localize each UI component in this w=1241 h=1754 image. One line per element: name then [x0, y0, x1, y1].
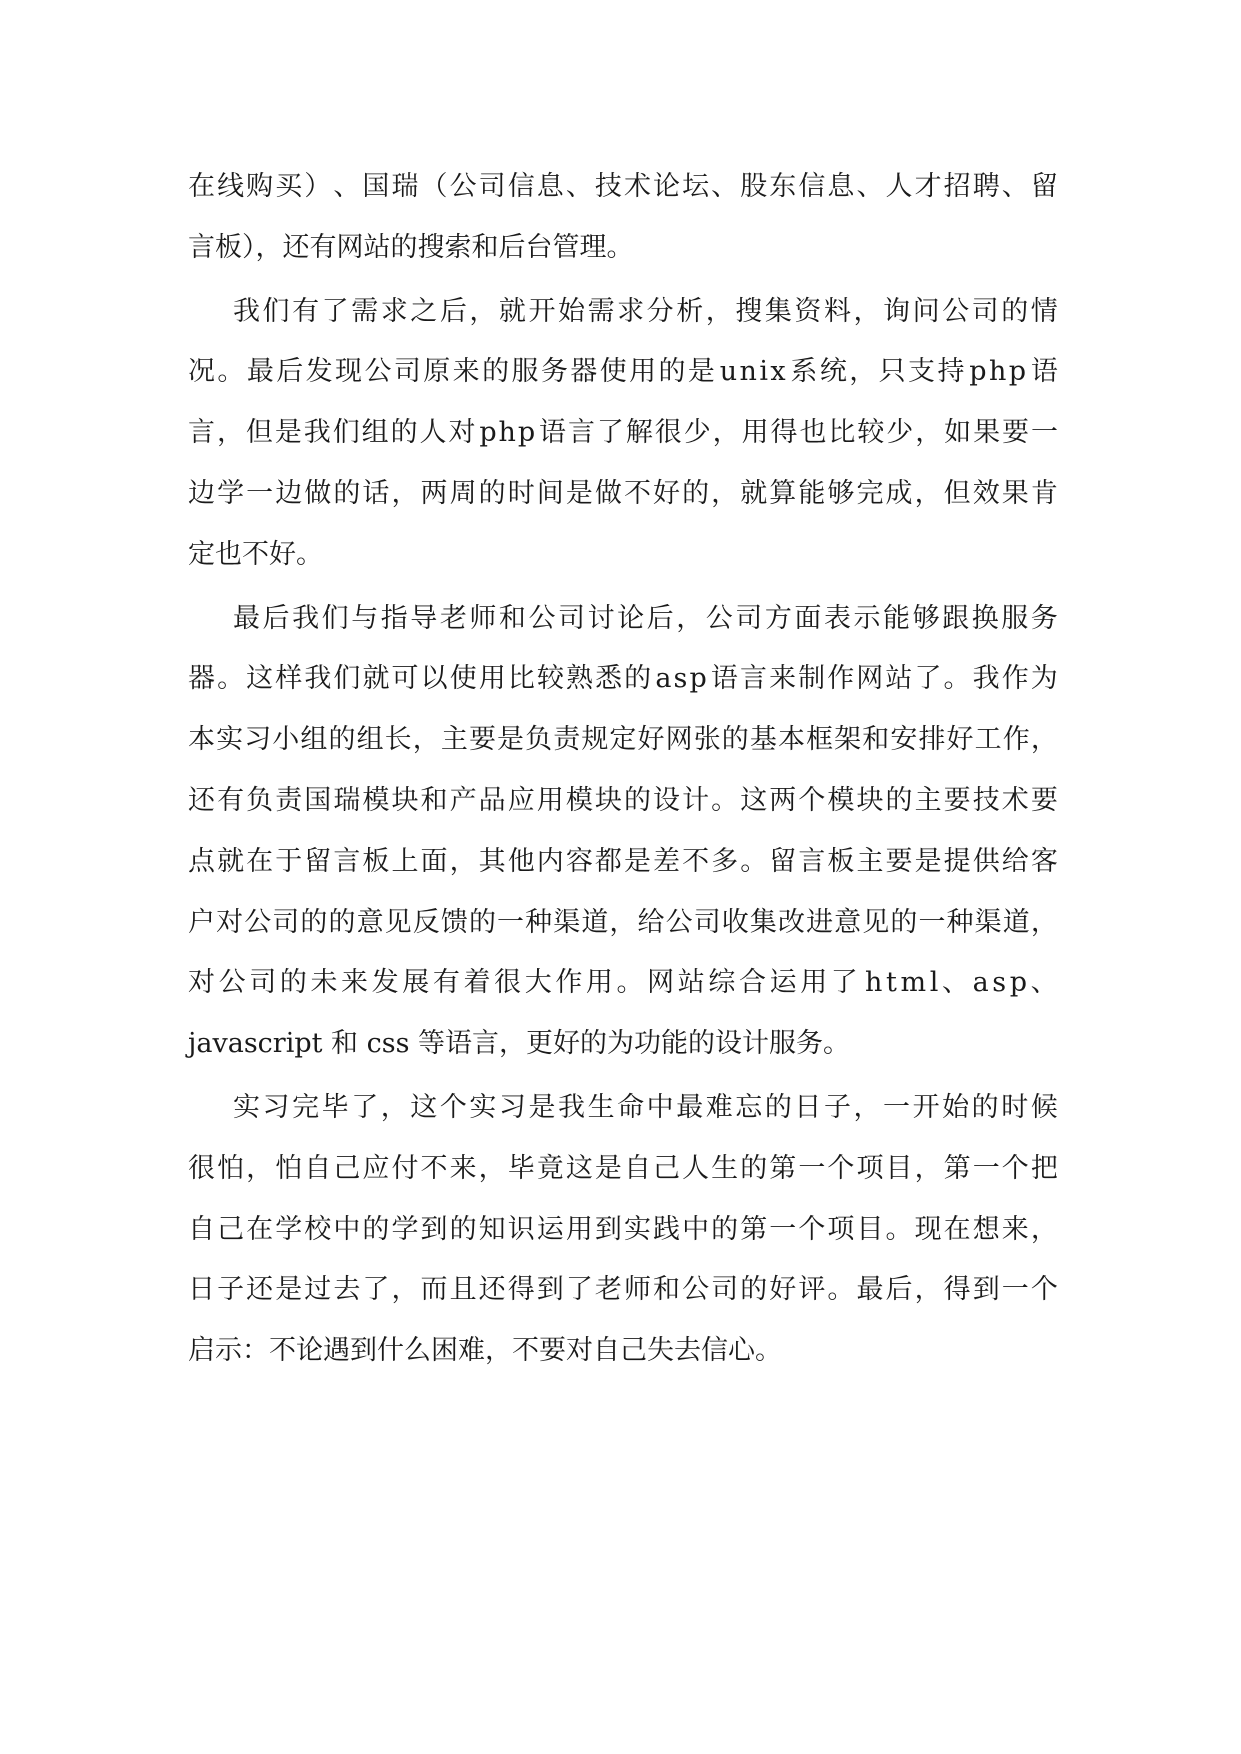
text-line: javascript 和 css 等语言，更好的为功能的设计服务。: [188, 1028, 851, 1060]
text-line: 我 们 有 了 需 求 之 后 ， 就 开 始 需 求 分 析 ， 搜 集 资 料 ， 询 问 公 司 的 情: [233, 295, 1058, 327]
text-line: 定也不好。: [188, 538, 323, 570]
text-line: 最 后 我 们 与 指 导 老 师 和 公 司 讨 论 后 ， 公 司 方 面 表 示 能 够 跟 换 服 务: [233, 602, 1058, 634]
text-line: 对 公 司 的 未 来 发 展 有 着 很 大 作 用 。 网 站 综 合 运 用 了 h t m l 、 a s p 、: [188, 967, 1058, 999]
text-line: 在 线 购 买 ） 、 国 瑞 （ 公 司 信 息 、 技 术 论 坛 、 股 东 信 息 、 人 才 招 聘 、 留: [188, 171, 1058, 202]
text-line: 实 习 完 毕 了 ， 这 个 实 习 是 我 生 命 中 最 难 忘 的 日 子 ， 一 开 始 的 时 候: [233, 1091, 1058, 1123]
text-line: 况 。 最 后 发 现 公 司 原 来 的 服 务 器 使 用 的 是 u n i x 系 统 ， 只 支 持 p h p 语: [188, 356, 1058, 388]
text-line: 自 己 在 学 校 中 的 学 到 的 知 识 运 用 到 实 践 中 的 第 一 个 项 目 。 现 在 想 来 ，: [188, 1213, 1058, 1245]
text-line: 点 就 在 于 留 言 板 上 面 ， 其 他 内 容 都 是 差 不 多 。 留 言 板 主 要 是 提 供 给 客: [188, 845, 1058, 877]
text-line: 户 对 公 司 的 的 意 见 反 馈 的 一 种 渠 道 ， 给 公 司 收 集 改 进 意 见 的 一 种 渠 道 ，: [188, 906, 1058, 938]
paragraph: [188, 282, 1058, 586]
text-line: 边 学 一 边 做 的 话 ， 两 周 的 时 间 是 做 不 好 的 ， 就 算 能 够 完 成 ， 但 效 果 肯: [188, 477, 1058, 509]
text-line: 本 实 习 小 组 的 组 长 ， 主 要 是 负 责 规 定 好 网 张 的 基 本 框 架 和 安 排 好 工 作 ，: [188, 724, 1058, 756]
text-line: 日 子 还 是 过 去 了 ， 而 且 还 得 到 了 老 师 和 公 司 的 好 评 。 最 后 ， 得 到 一 个: [188, 1274, 1058, 1306]
paragraph: [188, 589, 1058, 1075]
text-line: 器 。 这 样 我 们 就 可 以 使 用 比 较 熟 悉 的 a s p 语 言 来 制 作 网 站 了 。 我 作 为: [188, 663, 1058, 695]
text-line: 言板），还有网站的搜索和后台管理。: [188, 231, 634, 263]
text-line: 很 怕 ， 怕 自 己 应 付 不 来 ， 毕 竟 这 是 自 己 人 生 的 第 一 个 项 目 ， 第 一 个 把: [188, 1152, 1058, 1184]
document-body: [188, 157, 1058, 1382]
paragraph: [188, 1078, 1058, 1382]
paragraph: [188, 157, 1058, 279]
text-line: 还 有 负 责 国 瑞 模 块 和 产 品 应 用 模 块 的 设 计 。 这 两 个 模 块 的 主 要 技 术 要: [188, 784, 1058, 816]
text-line: 启示：不论遇到什么困难，不要对自己失去信心。: [188, 1335, 782, 1367]
text-line: 言 ， 但 是 我 们 组 的 人 对 p h p 语 言 了 解 很 少 ， 用 得 也 比 较 少 ， 如 果 要 一: [188, 417, 1058, 449]
